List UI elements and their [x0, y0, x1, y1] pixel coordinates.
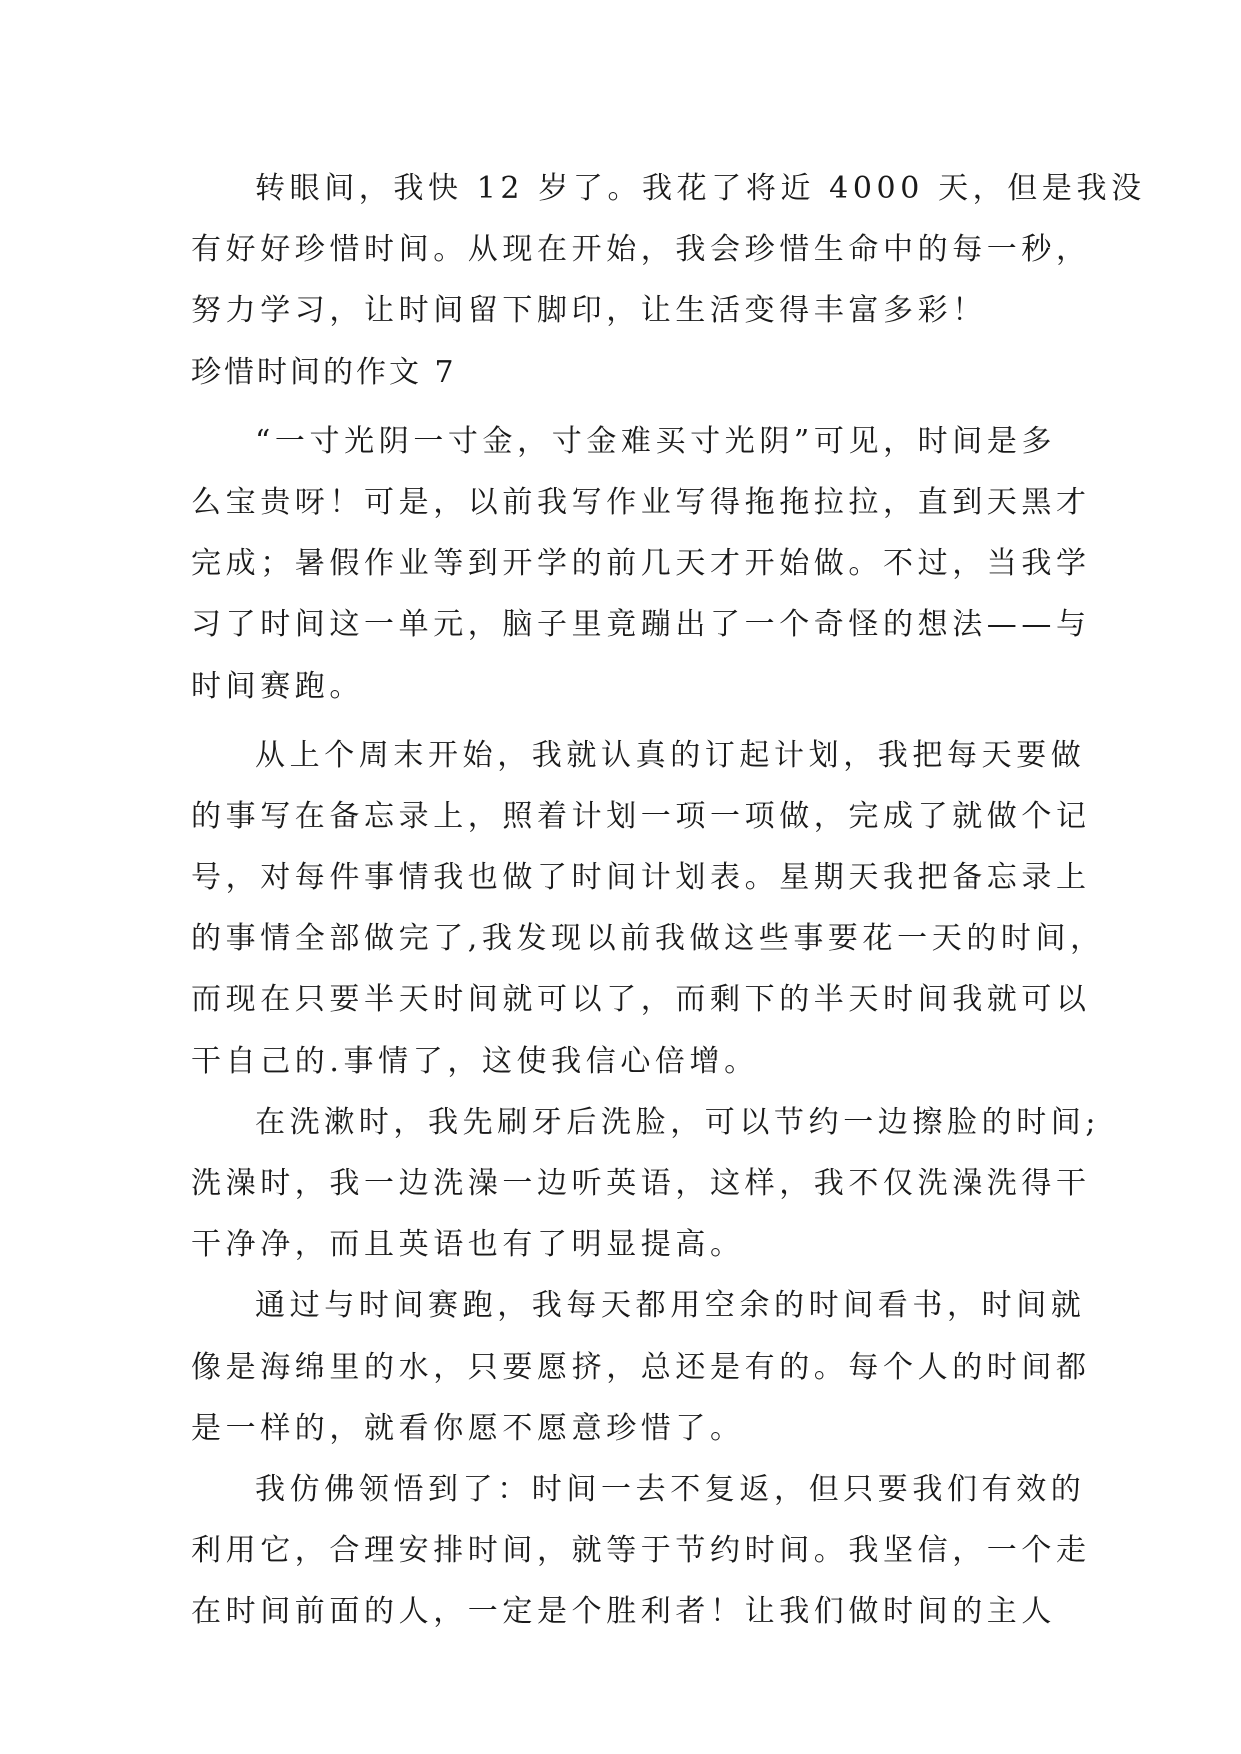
text-line: “一寸光阴一寸金，寸金难买寸光阴”可见，时间是多 [255, 423, 1057, 459]
paragraph [191, 725, 1105, 1092]
paragraph [191, 411, 1091, 717]
section-heading [191, 342, 1051, 403]
text-line: 么宝贵呀！可是，以前我写作业写得拖拖拉拉，直到天黑才 [191, 484, 1091, 520]
paragraph [191, 1092, 1101, 1276]
text-line: 利用它，合理安排时间，就等于节约时间。我坚信，一个走 [191, 1533, 1091, 1569]
text-line: 在洗漱时，我先刷牙后洗脸，可以节约一边擦脸的时间; [255, 1104, 1101, 1140]
paragraph-gap [191, 717, 1051, 725]
text-line: 努力学习，让时间留下脚印，让生活变得丰富多彩！ [191, 293, 987, 329]
text-line: 时间赛跑。 [191, 668, 364, 704]
text-line: 像是海绵里的水，只要愿挤，总还是有的。每个人的时间都 [191, 1349, 1091, 1385]
text-line: 有好好珍惜时间。从现在开始，我会珍惜生命中的每一秒， [191, 232, 1091, 268]
text-line: 干自己的.事情了，这使我信心倍增。 [191, 1043, 759, 1079]
text-line: 的事情全部做完了,我发现以前我做这些事要花一天的时间， [191, 921, 1105, 957]
paragraph [191, 1275, 1091, 1459]
text-line: 洗澡时，我一边洗澡一边听英语，这样，我不仅洗澡洗得干 [191, 1166, 1091, 1201]
text-line: 完成；暑假作业等到开学的前几天才开始做。不过，当我学 [191, 546, 1091, 582]
text-line: 习了时间这一单元，脑子里竟蹦出了一个奇怪的想法——与 [191, 607, 1091, 643]
text-line: 在时间前面的人，一定是个胜利者！让我们做时间的主人 [191, 1594, 1056, 1630]
paragraph [191, 158, 1146, 342]
text-line: 转眼间，我快 12 岁了。我花了将近 4000 天，但是我没 [255, 171, 1146, 206]
text-line: 从上个周末开始，我就认真的订起计划，我把每天要做 [255, 737, 1086, 773]
text-line: 的事写在备忘录上，照着计划一项一项做，完成了就做个记 [191, 798, 1091, 834]
paragraph-gap [191, 403, 1051, 411]
text-line: 而现在只要半天时间就可以了，而剩下的半天时间我就可以 [191, 982, 1091, 1018]
text-line: 我仿佛领悟到了：时间一去不复返，但只要我们有效的 [255, 1471, 1086, 1507]
text-line: 干净净，而且英语也有了明显提高。 [191, 1227, 745, 1263]
text-line: 号，对每件事情我也做了时间计划表。星期天我把备忘录上 [191, 860, 1091, 896]
text-line: 通过与时间赛跑，我每天都用空余的时间看书，时间就 [255, 1288, 1086, 1324]
heading-text: 珍惜时间的作文 7 [191, 354, 457, 390]
paragraph [191, 1459, 1091, 1643]
essay-body [191, 158, 1146, 1643]
text-line: 是一样的，就看你愿不愿意珍惜了。 [191, 1410, 745, 1446]
